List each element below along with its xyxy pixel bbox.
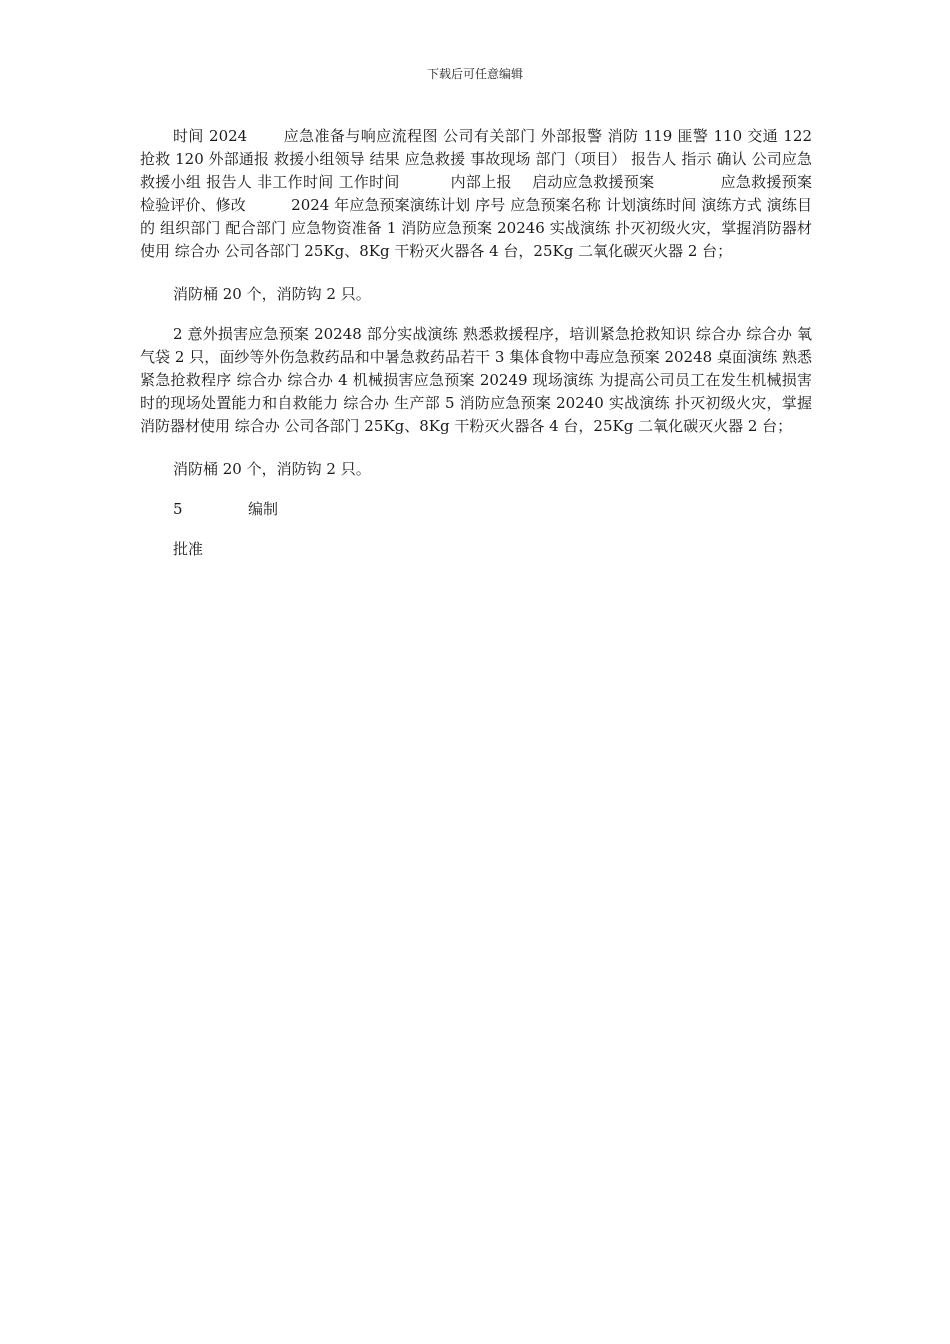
compiled-by-label: 编制 <box>248 500 279 518</box>
header-note: 下载后可任意编辑 <box>426 67 523 81</box>
sign-number: 5 <box>173 500 183 518</box>
paragraph-drill-list: 2 意外损害应急预案 20248 部分实战演练 熟悉救援程序，培训紧急抢救知识 综合办 综合办 氧气袋 2 只，面纱等外伤急救药品和中暑急救药品若干 3 集体食物中毒应急预案 20248 桌面演练 熟悉紧急抢救程序 综合办 综合办 4 机械损害应急预案 20249 现场演练 为提高公司员工在发生机械损害时的现场处置能力和自救能力 综合办 生产部 5 消防应急预案 20240 实战演练 扑灭初级火灾，掌握消防器材使用 综合办 公司各部门 25Kg、8Kg 干粉灭火器各 4 台，25Kg 二氧化碳灭火器 2 台； <box>140 325 812 435</box>
paragraph-fire-supplies-2: 消防桶 20 个，消防钩 2 只。 <box>173 460 371 478</box>
paragraph-flowchart-and-plan: 时间 2024 应急准备与响应流程图 公司有关部门 外部报警 消防 119 匪警 110 交通 122 抢救 120 外部通报 救援小组领导 结果 应急救援 事故现场 部门（项目） 报告人 指示 确认 公司应急救援小组 报告人 非工作时间 工作时间 内部上报 启动应急救援预案 应急救援预案检验评价、修改 2024 年应急预案演练计划 序号 应急预案名称 计划演练时间 演练方式 演练目的 组织部门 配合部门 应急物资准备 1 消防应急预案 20246 实战演练 扑灭初级火灾，掌握消防器材使用 综合办 公司各部门 25Kg、8Kg 干粉灭火器各 4 台，25Kg 二氧化碳灭火器 2 台； <box>140 127 812 260</box>
approved-by-label: 批准 <box>173 540 204 558</box>
document-body <box>140 125 812 578</box>
approved-by-row <box>140 538 812 561</box>
compiled-by-row <box>140 498 812 521</box>
paragraph-fire-supplies-1: 消防桶 20 个，消防钩 2 只。 <box>173 285 371 303</box>
